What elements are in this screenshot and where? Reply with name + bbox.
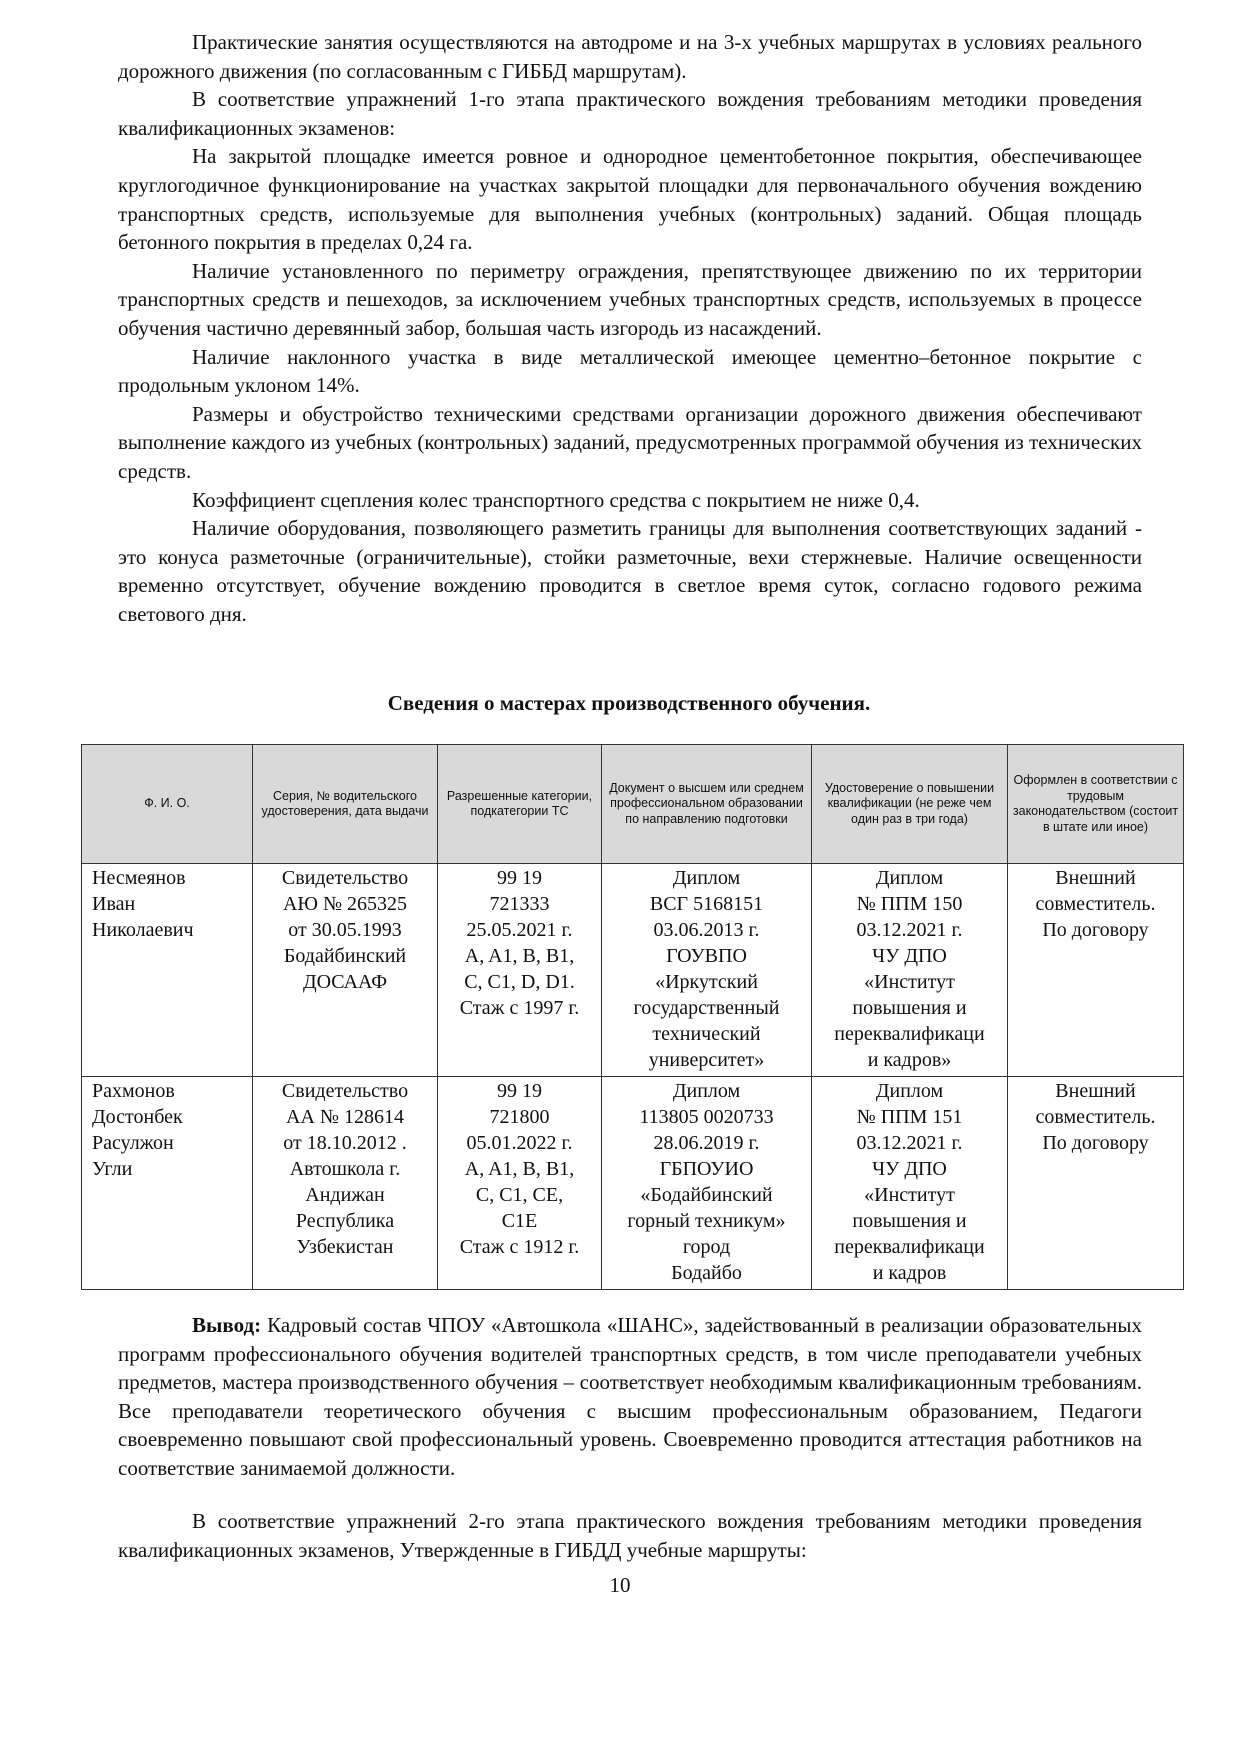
cell-line: совместитель. <box>1035 1106 1156 1128</box>
cell-line: Расулжон <box>92 1132 174 1154</box>
cell-line: повышения и <box>852 1210 967 1232</box>
page-number: 10 <box>609 1573 631 1597</box>
cell-full-name <box>82 864 253 1077</box>
cell-line: A, A1, B, B1, <box>464 945 575 967</box>
conclusion-paragraph <box>118 1311 1142 1483</box>
cell-line: 03.06.2013 г. <box>653 919 760 941</box>
cell-line: Угли <box>92 1158 133 1180</box>
cell-line: По договору <box>1042 1132 1149 1154</box>
cell-line: A, A1, B, B1, <box>464 1158 575 1180</box>
cell-line: ВСГ 5168151 <box>649 893 764 915</box>
cell-line: Узбекистан <box>296 1236 394 1258</box>
cell-line: 113805 0020733 <box>639 1106 774 1128</box>
cell-line: Николаевич <box>92 919 194 941</box>
paragraph-perimeter-fence: Наличие установленного по периметру ограждения, препятствующее движению по их территории транспортных средств и пешеходов, за исключением учебных транспортных средств, используемых в процессе обучения частично деревянный забор, большая часть изгородь из насаждений. <box>118 258 1142 340</box>
cell-categories <box>438 1077 602 1290</box>
cell-line: ЧУ ДПО <box>872 945 947 967</box>
paragraph-closed-area-surface: На закрытой площадке имеется ровное и однородное цементобетонное покрытия, обеспечивающее круглогодичное функционирование на участках закрытой площадки для первоначального обучения вождению транспортных средств, используемые для выполнения учебных (контрольных) заданий. Общая площадь бетонного покрытия в пределах 0,24 га. <box>118 144 1142 255</box>
intro-section <box>118 28 1142 628</box>
cell-line: Диплом <box>672 867 741 889</box>
cell-line: от 18.10.2012 . <box>283 1132 407 1154</box>
cell-full-name <box>82 1077 253 1290</box>
cell-categories <box>438 864 602 1077</box>
instructors-table <box>81 744 1184 1290</box>
cell-line: город <box>682 1236 731 1258</box>
header-categories: Разрешенные категории, подкатегории ТС <box>438 745 602 864</box>
cell-line: C1E <box>501 1210 538 1232</box>
cell-line: Свидетельство <box>281 867 409 889</box>
cell-line: совместитель. <box>1035 893 1156 915</box>
cell-line: университет» <box>648 1049 765 1071</box>
conclusion-section <box>118 1311 1142 1483</box>
cell-line: Бодайбо <box>671 1262 742 1284</box>
cell-line: C, C1, CE, <box>475 1184 564 1206</box>
cell-license <box>253 1077 438 1290</box>
cell-line: Диплом <box>875 867 944 889</box>
cell-line: Внешний <box>1055 1080 1136 1102</box>
table-row <box>82 864 1184 1077</box>
cell-line: переквалификаци <box>834 1023 985 1045</box>
cell-line: Иван <box>92 893 136 915</box>
cell-line: 25.05.2021 г. <box>466 919 573 941</box>
final-paragraph: В соответствие упражнений 2-го этапа практического вождения требованиям методики проведения квалификационных экзаменов, Утвержденные в ГИБДД учебные маршруты: <box>118 1509 1142 1562</box>
cell-line: Диплом <box>875 1080 944 1102</box>
paragraph-practical-lessons: Практические занятия осуществляются на автодроме и на 3-х учебных маршрутах в условиях реального дорожного движения (по согласованным с ГИББД маршрутам). <box>118 30 1142 83</box>
cell-line: Автошкола г. <box>289 1158 401 1180</box>
cell-line: ГОУВПО <box>666 945 747 967</box>
cell-line: АЮ № 265325 <box>282 893 408 915</box>
cell-line: По договору <box>1042 919 1149 941</box>
cell-line: 03.12.2021 г. <box>856 919 963 941</box>
cell-line: ГБПОУИО <box>659 1158 754 1180</box>
cell-line: Бодайбинский <box>283 945 407 967</box>
cell-line: Андижан <box>305 1184 385 1206</box>
header-qualification: Удостоверение о повышении квалификации (не реже чем один раз в три года) <box>812 745 1008 864</box>
cell-line: 28.06.2019 г. <box>653 1132 760 1154</box>
paragraph-slope-section: Наличие наклонного участка в виде металлической имеющее цементно–бетонное покрытие с продольным уклоном 14%. <box>118 344 1142 398</box>
cell-line: 03.12.2021 г. <box>856 1132 963 1154</box>
header-education: Документ о высшем или среднем профессиональном образовании по направлению подготовки <box>602 745 812 864</box>
paragraph-traffic-equipment: Размеры и обустройство техническими средствами организации дорожного движения обеспечивают выполнение каждого из учебных (контрольных) заданий, предусмотренных программой обучения из технических средств. <box>118 401 1142 483</box>
cell-line: 99 19 <box>497 867 542 889</box>
cell-line: 721333 <box>489 893 550 915</box>
cell-line: государственный <box>633 997 780 1019</box>
table-header <box>82 745 1184 864</box>
cell-line: Стаж с 1997 г. <box>459 997 580 1019</box>
cell-line: № ППМ 151 <box>856 1106 963 1128</box>
cell-employment <box>1008 1077 1184 1290</box>
cell-line: Рахмонов <box>92 1080 175 1102</box>
paragraph-friction-coefficient: Коэффициент сцепления колес транспортного средства с покрытием не ниже 0,4. <box>192 487 920 512</box>
conclusion-text: Кадровый состав ЧПОУ «Автошкола «ШАНС», задействованный в реализации образовательных программ профессионального обучения водителей транспортных средств, в том числе преподаватели учебных предметов, мастера производственного обучения – соответствует необходимым квалификационным требованиям. Все преподаватели теоретического обучения с высшим профессиональным образованием, Педагоги своевременно повышают свой профессиональный уровень. Своевременно проводится аттестация работников на соответствие занимаемой должности. <box>118 1313 1142 1480</box>
header-license: Серия, № водительского удостоверения, дата выдачи <box>253 745 438 864</box>
cell-line: технический <box>652 1023 761 1045</box>
cell-line: 99 19 <box>497 1080 542 1102</box>
cell-line: переквалификаци <box>834 1236 985 1258</box>
cell-line: горный техникум» <box>627 1210 786 1232</box>
cell-line: «Бодайбинский <box>640 1184 773 1206</box>
cell-line: от 30.05.1993 <box>288 919 402 941</box>
cell-line: Диплом <box>672 1080 741 1102</box>
paragraph-marking-equipment: Наличие оборудования, позволяющего разметить границы для выполнения соответствующих заданий - это конуса разметочные (ограничительные), стойки разметочные, вехи стержневые. Наличие освещенности временно отсутствует, обучение вождению проводится в светлое время суток, согласно годового режима светового дня. <box>118 516 1142 626</box>
cell-employment <box>1008 864 1184 1077</box>
table-title: Сведения о мастерах производственного обучения. <box>387 691 871 715</box>
cell-line: Достонбек <box>92 1106 183 1128</box>
paragraph-stage-one-exercises: В соответствие упражнений 1-го этапа практического вождения требованиям методики проведения квалификационных экзаменов: <box>118 87 1142 140</box>
cell-line: Внешний <box>1055 867 1136 889</box>
header-full-name: Ф. И. О. <box>82 745 253 864</box>
conclusion-label: Вывод: <box>192 1313 262 1337</box>
cell-line: и кадров» <box>867 1049 952 1071</box>
cell-line: и кадров <box>872 1262 947 1284</box>
cell-line: № ППМ 150 <box>856 893 963 915</box>
cell-line: «Иркутский <box>655 971 758 993</box>
cell-qualification <box>812 1077 1008 1290</box>
table-row <box>82 1077 1184 1290</box>
header-employment: Оформлен в соответствии с трудовым законодательством (состоит в штате или иное) <box>1008 745 1184 864</box>
cell-qualification <box>812 864 1008 1077</box>
cell-line: повышения и <box>852 997 967 1019</box>
final-section <box>118 1507 1142 1564</box>
cell-line: «Институт <box>864 1184 955 1206</box>
cell-line: Республика <box>295 1210 395 1232</box>
cell-line: ДОСААФ <box>302 971 388 993</box>
cell-line: АА № 128614 <box>286 1106 404 1128</box>
cell-line: 05.01.2022 г. <box>466 1132 573 1154</box>
cell-line: Свидетельство <box>281 1080 409 1102</box>
cell-line: C, C1, D, D1. <box>464 971 575 993</box>
cell-line: Стаж с 1912 г. <box>459 1236 580 1258</box>
table-header-row <box>82 745 1184 864</box>
cell-education <box>602 1077 812 1290</box>
cell-line: ЧУ ДПО <box>872 1158 947 1180</box>
table-body <box>82 864 1184 1290</box>
cell-line: Несмеянов <box>92 867 186 889</box>
cell-education <box>602 864 812 1077</box>
cell-line: 721800 <box>489 1106 550 1128</box>
cell-license <box>253 864 438 1077</box>
cell-line: «Институт <box>864 971 955 993</box>
